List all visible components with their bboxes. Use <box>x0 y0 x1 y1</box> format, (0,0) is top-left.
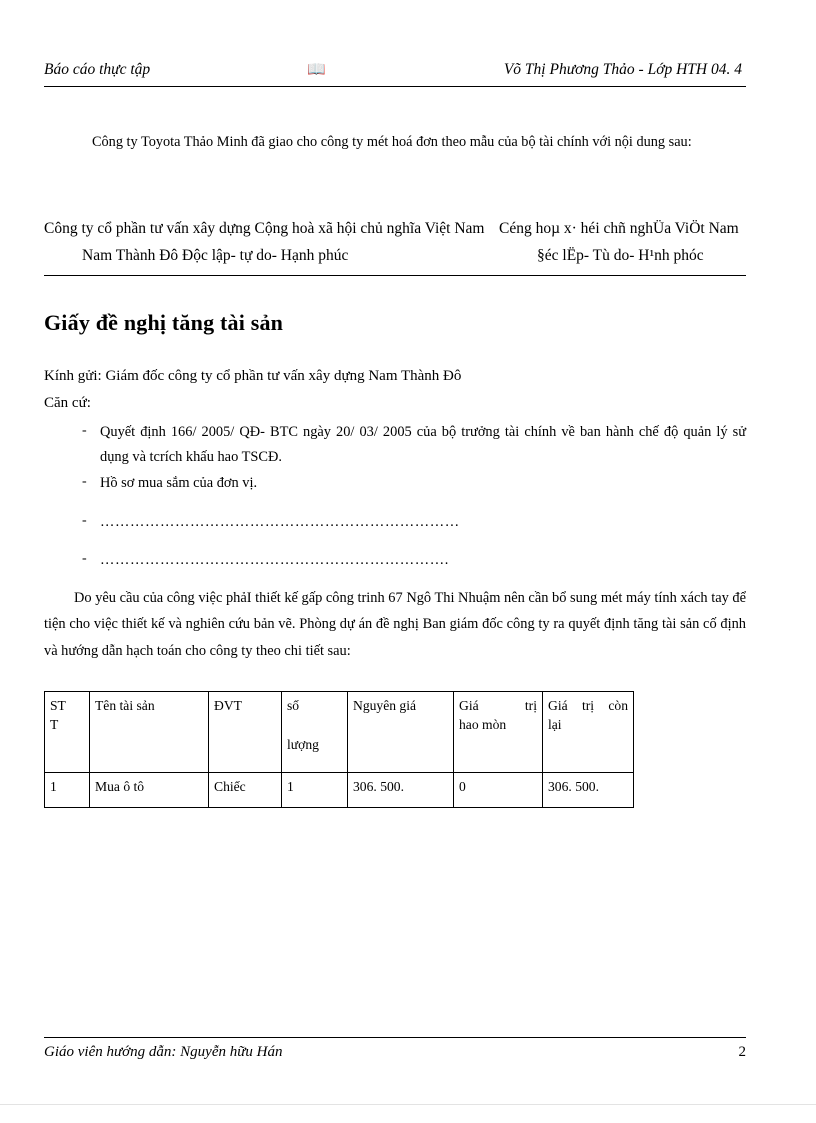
table-row <box>45 772 634 807</box>
table-header-depreciation-a: Giá <box>459 697 479 713</box>
table-header-stt-line2: T <box>50 717 59 733</box>
basis-label: Căn cứ: <box>44 395 91 412</box>
table-header-depreciation <box>454 691 543 772</box>
org-line-2-left: Nam Thành Đô Độc lập- tự do- Hạnh phúc <box>82 247 349 265</box>
table-header-row <box>45 691 634 772</box>
footer-supervisor: Giáo viên hướng dẫn: Nguyễn hữu Hán <box>44 1044 283 1060</box>
bullet-dash-icon: - <box>82 474 87 490</box>
table-header-name: Tên tài sản <box>90 691 209 772</box>
table-header-quantity <box>282 691 348 772</box>
table-header-remaining-c: còn <box>608 697 628 713</box>
list-item-text: ……………………………………………………………… <box>100 513 460 530</box>
asset-table <box>44 691 634 808</box>
table-header-quantity-line2: lượng <box>287 737 319 753</box>
cell-quantity: 1 <box>282 772 348 807</box>
table-header-depreciation-b: trị <box>524 697 537 713</box>
header-left-text: Báo cáo thực tập <box>44 61 151 78</box>
cell-unit: Chiếc <box>209 772 282 807</box>
table-header-stt <box>45 691 90 772</box>
document-content <box>44 60 746 808</box>
bullet-dash-icon: - <box>82 423 87 439</box>
header-rule <box>44 86 746 87</box>
request-paragraph: Do yêu cầu của công việc phảI thiết kế gấp công trinh 67 Ngô Thi Nhuậm nên cần bổ sung mét máy tính xách tay để tiện cho việc thiết kế và nghiên cứu bản vẽ. Phòng dự án đề nghị Ban giám đốc công ty ra quyết định tăng tài sản cố định và hướng dẫn hạch toán cho công ty theo chi tiết sau: <box>44 589 746 660</box>
bullet-dash-icon: - <box>82 551 88 567</box>
page-header <box>44 60 746 85</box>
page-footer <box>44 1036 746 1061</box>
org-line-1 <box>44 215 746 242</box>
table-header-depreciation-c: hao mòn <box>459 717 507 733</box>
cell-original-value: 306. 500. <box>348 772 454 807</box>
cell-depreciation: 0 <box>454 772 543 807</box>
org-header-block <box>44 215 746 276</box>
table-header-remaining-a: Giá <box>548 697 568 713</box>
page-title: Giấy đề nghị tăng tài sản <box>44 310 284 336</box>
org-line-2 <box>44 242 746 269</box>
table-header-quantity-line1: số <box>287 697 300 713</box>
header-right-text: Võ Thị Phương Thảo - Lớp HTH 04. 4 <box>503 61 742 78</box>
table-header-remaining-d: lại <box>548 717 562 733</box>
footer-row <box>44 1038 746 1061</box>
addressee-line: Kính gửi: Giám đốc công ty cổ phần tư vấn xây dựng Nam Thành Đô <box>44 368 462 385</box>
bullet-dash-icon: - <box>82 512 88 528</box>
org-rule <box>44 275 746 276</box>
list-item <box>82 510 746 534</box>
org-line-2-right: §éc lËp- Tù do- H¹nh phóc <box>537 247 704 265</box>
org-line-1-left: Công ty cổ phần tư vấn xây dựng Cộng hoà xã hội chủ nghĩa Việt Nam <box>44 220 485 238</box>
table-header-original-value: Nguyên giá <box>348 691 454 772</box>
intro-paragraph: Công ty Toyota Thảo Minh đã giao cho công ty mét hoá đơn theo mẫu của bộ tài chính với nội dung sau: <box>92 134 692 150</box>
list-item-text: ……………………………………………………………. <box>100 552 449 569</box>
list-item <box>82 471 746 495</box>
page-number: 2 <box>738 1044 746 1060</box>
cell-name: Mua ô tô <box>90 772 209 807</box>
basis-list <box>44 420 746 572</box>
table-header-unit: ĐVT <box>209 691 282 772</box>
book-icon: 📖 <box>307 62 325 78</box>
table-header-stt-line1: ST <box>50 697 66 713</box>
table-header-remaining <box>543 691 634 772</box>
list-item <box>82 420 746 469</box>
cell-stt: 1 <box>45 772 90 807</box>
page-bottom-edge <box>0 1104 816 1123</box>
table-header-remaining-b: trị <box>581 697 595 713</box>
list-item-text: Quyết định 166/ 2005/ QĐ- BTC ngày 20/ 03/ 2005 của bộ trưởng tài chính về ban hành chế độ quản lý sử dụng và tcrích khấu hao TSCĐ. <box>100 424 746 465</box>
cell-remaining: 306. 500. <box>543 772 634 807</box>
list-item <box>82 548 746 572</box>
list-item-text: Hồ sơ mua sắm của đơn vị. <box>100 475 258 492</box>
org-line-1-right: Céng hoµ x· héi chñ nghÜa ViÖt Nam <box>499 220 739 238</box>
